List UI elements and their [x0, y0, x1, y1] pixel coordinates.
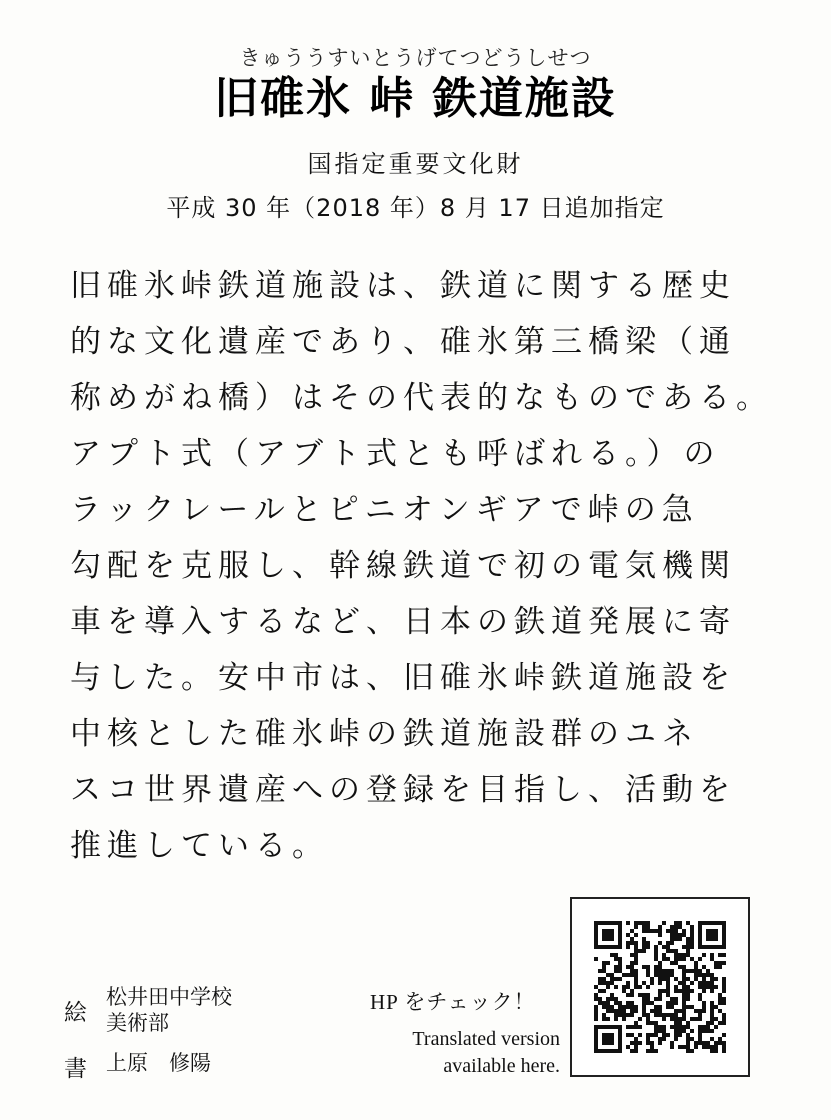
illustration-club: 美術部 [106, 1011, 169, 1035]
description-line: 称めがね橋）はその代表的なものである。 [70, 380, 773, 416]
description-line: 旧碓氷峠鉄道施設は、鉄道に関する歴史 [70, 268, 736, 304]
illustration-credit [64, 984, 232, 1036]
description-line: 中核とした碓氷峠の鉄道施設群のユネ [70, 716, 699, 752]
translated-note [356, 1026, 560, 1080]
credits [64, 984, 232, 1083]
calligraphy-label: 書 [64, 1056, 87, 1082]
illustration-label: 絵 [64, 1000, 87, 1026]
title-ruby: きゅううすいとうげてつどうしせつ [239, 46, 592, 70]
description-line: ラックレールとピニオンギアで峠の急 [70, 492, 699, 528]
description-line: アプト式（アブト式とも呼ばれる。）の [70, 436, 721, 472]
designation-text: 国指定重要文化財 [307, 150, 524, 178]
description-line: 与した。安中市は、旧碓氷峠鉄道施設を [70, 660, 736, 696]
calligraphy-credit [64, 1050, 232, 1083]
illustration-school: 松井田中学校 [106, 985, 232, 1009]
description-line: 的な文化遺産であり、碓氷第三橋梁（通 [70, 324, 736, 360]
description-line: 車を導入するなど、日本の鉄道発展に寄 [70, 604, 736, 640]
qr-code-icon [594, 921, 726, 1053]
description-body [70, 258, 773, 874]
designation-date: 平成 30 年（2018 年）8 月 17 日追加指定 [166, 194, 665, 222]
translated-line: available here. [443, 1055, 560, 1077]
qr-code-link[interactable] [570, 897, 750, 1077]
description-line: スコ世界遺産への登録を目指し、活動を [70, 772, 736, 808]
description-line: 推進している。 [70, 828, 329, 864]
description-line: 勾配を克服し、幹線鉄道で初の電気機関 [70, 548, 736, 584]
page-title: 旧碓氷 峠 鉄道施設 [214, 73, 617, 124]
hp-check-text: HP をチェック！ [370, 990, 536, 1014]
translated-line: Translated version [412, 1028, 560, 1050]
calligraphy-name: 上原 修陽 [106, 1051, 211, 1075]
